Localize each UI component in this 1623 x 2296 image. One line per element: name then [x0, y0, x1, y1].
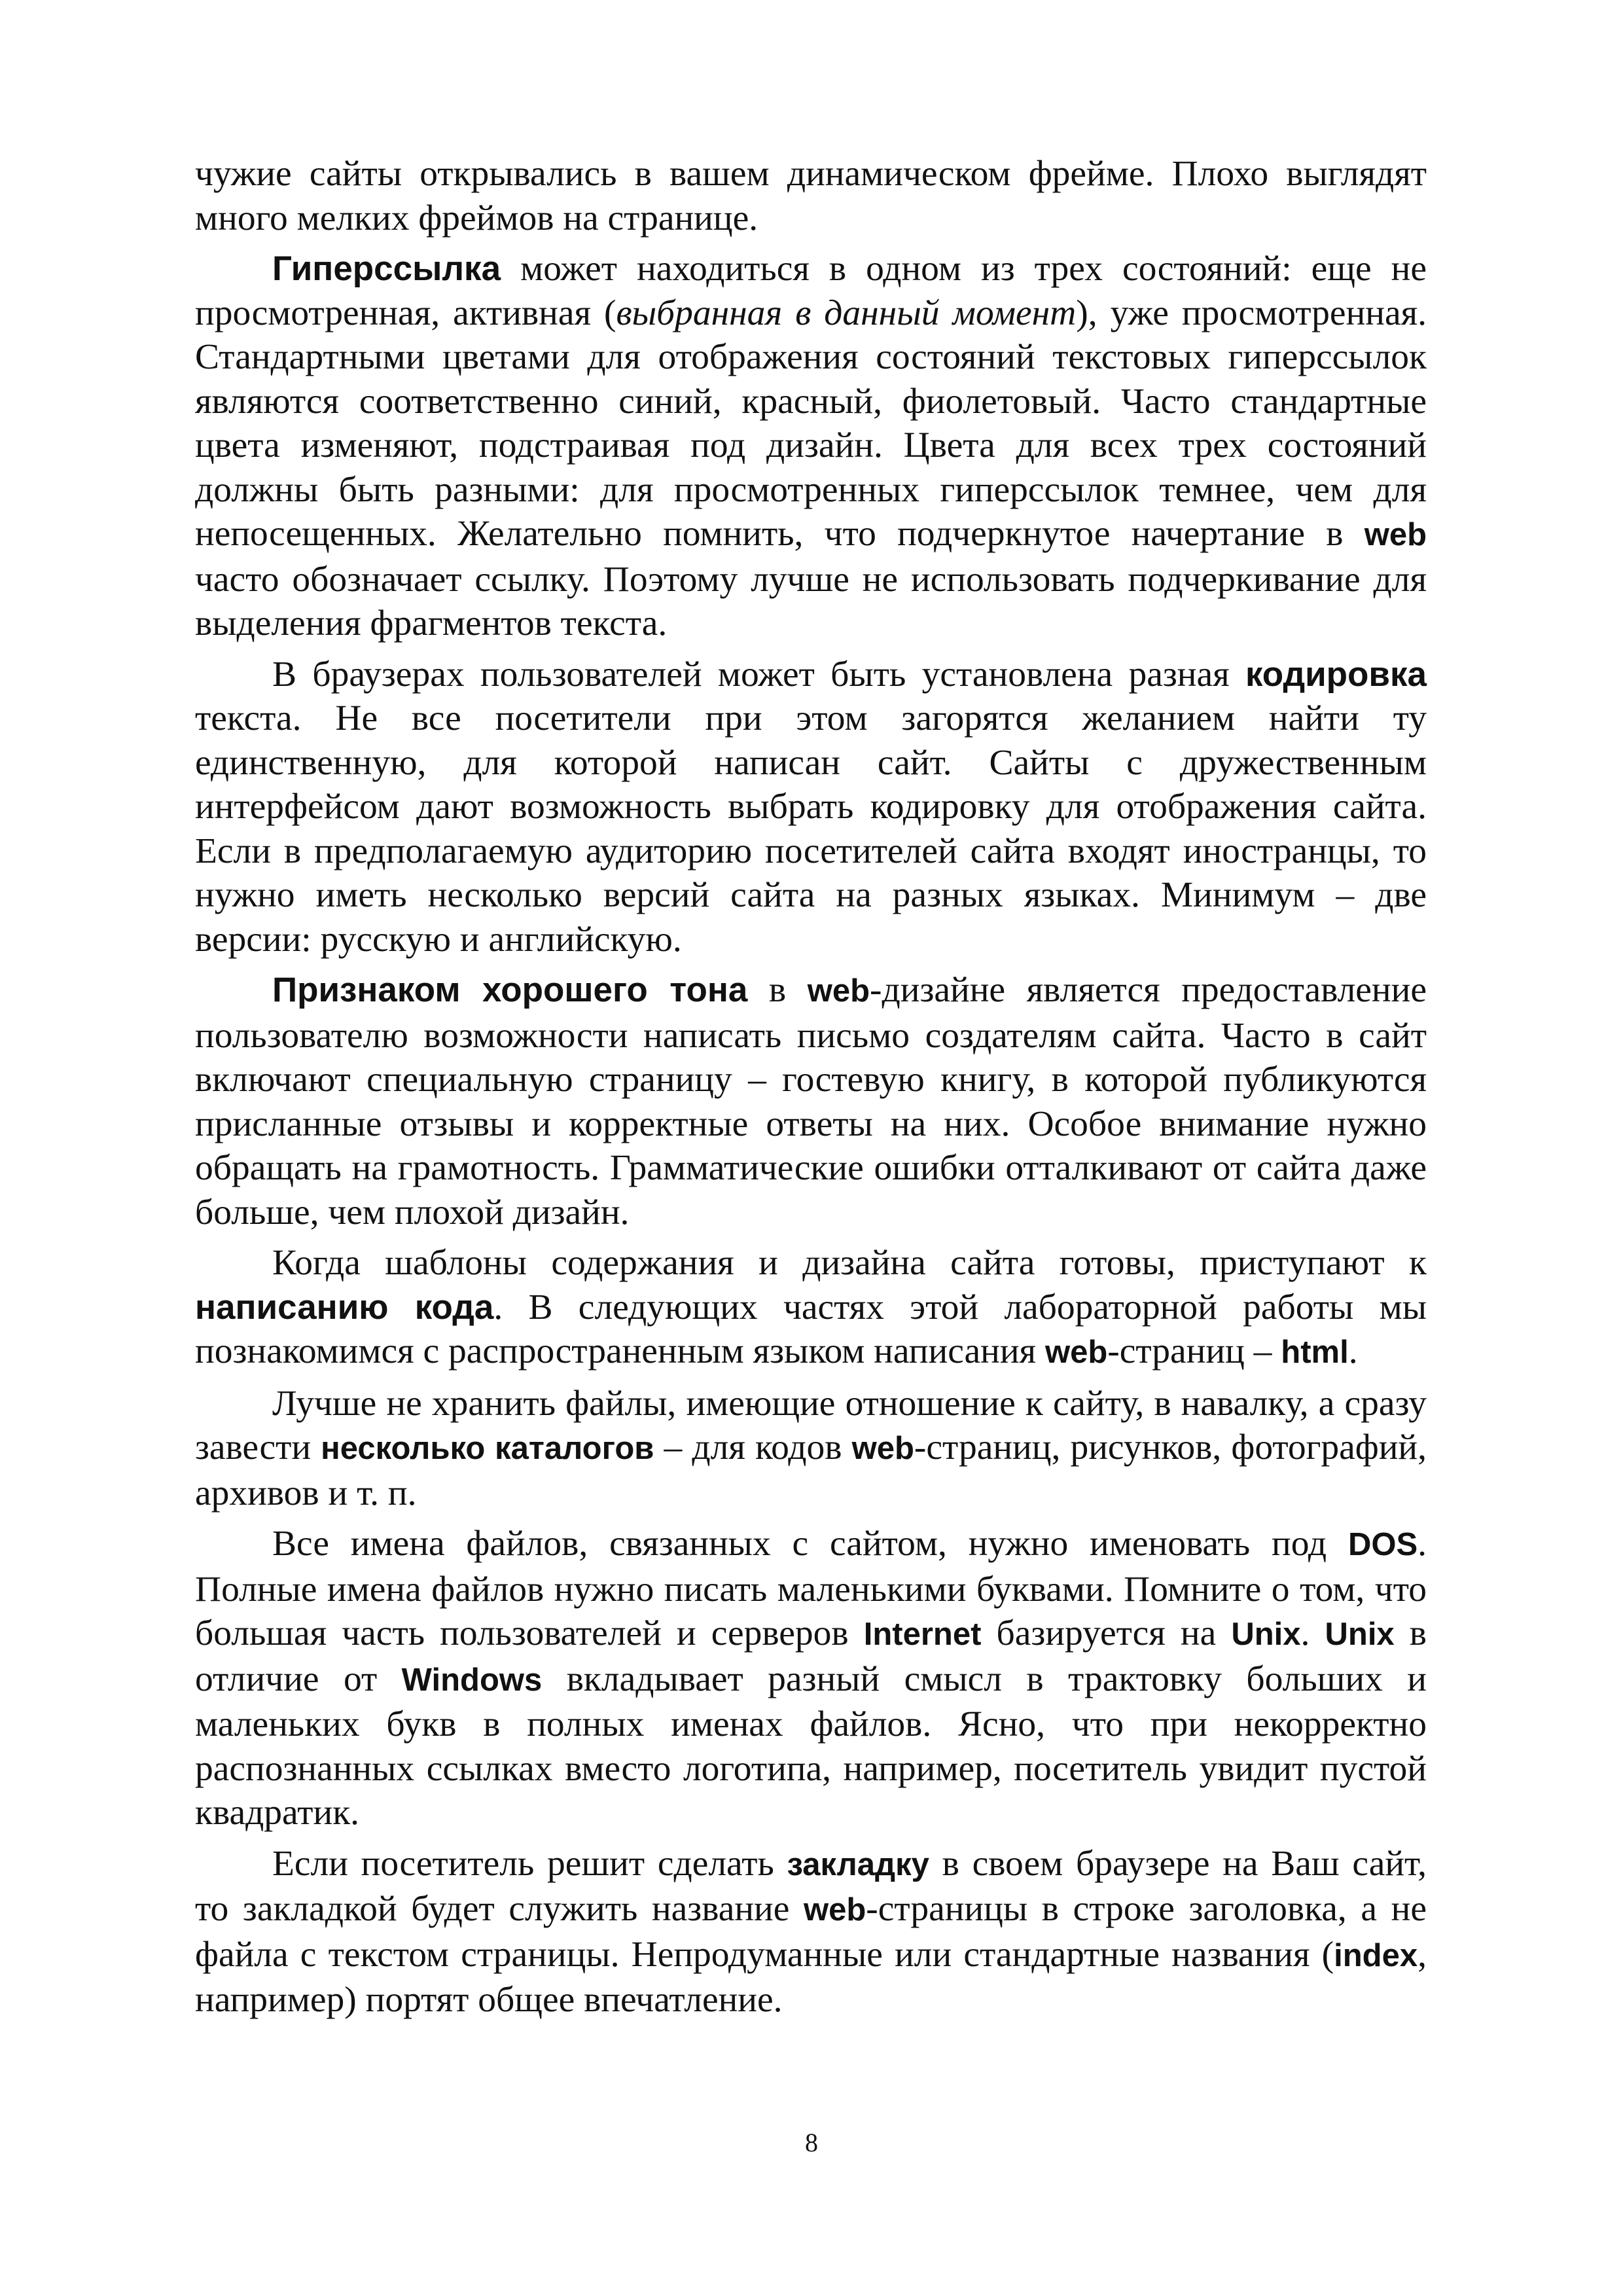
paragraph	[195, 968, 1427, 1234]
key-term: Гиперссылка	[272, 249, 501, 288]
page-number: 8	[805, 2128, 818, 2157]
text-run: Когда шаблоны содержания и дизайна сайта готовы, приступают к	[272, 1243, 1427, 1283]
text-run: ), уже просмотренная. Стандартными цветами для отображения состояний текстовых гиперссылок являются соответственно синий, красный, фиолетовый. Часто стандартные цвета изменяют, подстраивая под дизайн. Цвета для всех трех состояний должны быть разными: для просмотренных гиперссылок темнее, чем для непосещенных. Желательно помнить, что подчеркнутое начертание в	[195, 293, 1427, 554]
text-run: Если посетитель решит сделать	[272, 1843, 787, 1884]
key-term: Признаком хорошего тона	[272, 971, 748, 1009]
technical-term: закладку	[787, 1846, 929, 1882]
technical-term: Windows	[401, 1662, 543, 1698]
technical-term: несколько каталогов	[321, 1431, 654, 1466]
technical-term: index	[1334, 1937, 1418, 1973]
text-run: часто обозначает ссылку. Поэтому лучше не использовать подчеркивание для выделения фрагментов текста.	[195, 559, 1427, 643]
text-run: в отличие от	[195, 1613, 1427, 1699]
technical-term: Unix	[1325, 1617, 1395, 1652]
technical-term: web	[851, 1431, 914, 1466]
technical-term: html	[1281, 1335, 1349, 1370]
paragraph	[195, 1522, 1427, 1835]
paragraph	[195, 1842, 1427, 2022]
paragraph	[195, 152, 1427, 240]
page-body	[195, 152, 1427, 2029]
key-term: написанию кода	[195, 1287, 494, 1327]
technical-term: Unix	[1231, 1617, 1301, 1652]
text-run: В браузерах пользователей может быть установлена разная	[272, 654, 1245, 694]
paragraph	[195, 247, 1427, 646]
paragraph	[195, 1241, 1427, 1375]
technical-term: web	[1364, 517, 1427, 552]
text-run: базируется на	[981, 1613, 1232, 1653]
text-run: в	[747, 970, 808, 1010]
text-run: .	[1348, 1331, 1358, 1371]
technical-term: web	[807, 973, 870, 1009]
technical-term: web	[804, 1892, 866, 1928]
text-run: может находиться в одном из трех состояний: еще не просмотренная, активная (	[195, 249, 1427, 333]
text-run: -страниц, рисунков, фотографий, архивов и т. п.	[195, 1427, 1427, 1513]
text-run: -страниц –	[1107, 1331, 1281, 1371]
text-run: , например) портят общее впечатление.	[195, 1934, 1427, 2020]
technical-term: web	[1044, 1335, 1108, 1370]
text-run: вкладывает разный смысл в трактовку больших и маленьких букв в полных именах файлов. Ясно, что при некорректно распознанных ссылках вместо логотипа, например, посетитель увидит пустой квадратик.	[195, 1659, 1427, 1833]
text-run: Лучше не хранить файлы, имеющие отношение к сайту, в навалку, а сразу завести	[195, 1383, 1427, 1467]
paragraph	[195, 653, 1427, 962]
text-run: -дизайне является предоставление пользователю возможности написать письмо создателям сайта. Часто в сайт включают специальную страницу – гостевую книгу, в которой публикуются присланные отзывы и корректные ответы на них. Особое внимание нужно обращать на грамотность. Грамматические ошибки отталкивают от сайта даже больше, чем плохой дизайн.	[195, 970, 1427, 1232]
text-run: текста. Не все посетители при этом загорятся желанием найти ту единственную, для которой написан сайт. Сайты с дружественным интерфейсом дают возможность выбрать кодировку для отображения сайта. Если в предполагаемую аудиторию посетителей сайта входят иностранцы, то нужно иметь несколько версий сайта на разных языках. Минимум – две версии: русскую и английскую.	[195, 698, 1427, 960]
text-run: в своем браузере на Ваш сайт, то закладкой будет служить название	[195, 1843, 1427, 1929]
technical-term: Internet	[863, 1617, 982, 1652]
text-run: -страницы в строке заголовка, а не файла с текстом страницы. Непродуманные или стандартные названия (	[195, 1889, 1427, 1975]
text-run: . Полные имена файлов нужно писать маленькими буквами. Помните о том, что большая часть пользователей и серверов	[195, 1524, 1427, 1653]
text-run: Все имена файлов, связанных с сайтом, нужно именовать под	[272, 1524, 1348, 1564]
text-run: .	[1300, 1613, 1325, 1653]
text-run: – для кодов	[654, 1427, 852, 1467]
text-run: . В следующих частях этой лабораторной работы мы познакомимся с распространенным языком написания	[195, 1287, 1427, 1371]
paragraph	[195, 1382, 1427, 1516]
italic-text: выбранная в данный момент	[616, 293, 1077, 333]
technical-term: DOS	[1347, 1527, 1418, 1562]
key-term: кодировка	[1245, 655, 1427, 694]
text-run: чужие сайты открывались в вашем динамическом фрейме. Плохо выглядят много мелких фреймов на странице.	[195, 154, 1427, 238]
